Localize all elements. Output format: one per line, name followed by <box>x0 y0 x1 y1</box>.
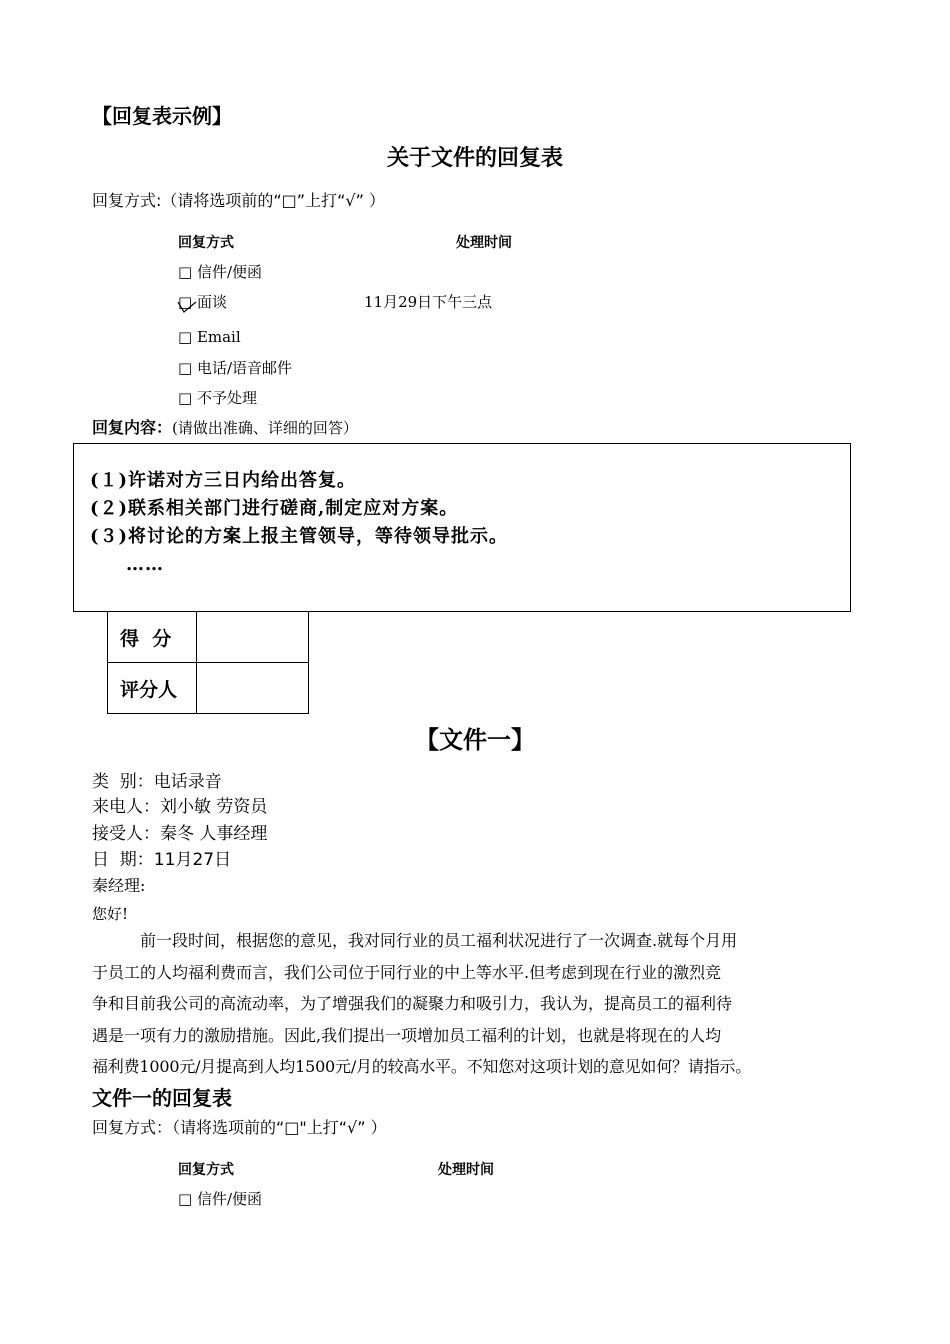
option-interview[interactable]: □ 面谈 <box>178 293 227 311</box>
body-line-5: 福利费1000元/月提高到人均1500元/月的较高水平。不知您对这项计划的意见如何？请指示。 <box>92 1057 752 1076</box>
checkmark-icon <box>177 292 197 314</box>
document-caller: 来电人：刘小敏 劳资员 <box>92 797 268 817</box>
reply-form-instruction: 回复方式：（请将选项前的“□"上打“√” ） <box>92 1118 387 1137</box>
example-title: 关于文件的回复表 <box>386 146 563 171</box>
content-line-3: (３)将讨论的方案上报主管领导，等待领导批示。 <box>90 526 509 547</box>
content-label: 回复内容： <box>92 418 173 437</box>
example-col-time: 处理时间 <box>456 235 512 251</box>
document-greeting: 您好! <box>92 905 129 923</box>
score-table <box>107 611 309 714</box>
example-instruction: 回复方式:（请将选项前的“□”上打“√” ） <box>92 191 385 210</box>
section-label: 【回复表示例】 <box>92 104 232 128</box>
body-line-1: 前一段时间，根据您的意见，我对同行业的员工福利状况进行了一次调查.就每个月用 <box>140 931 738 950</box>
reply-form-option-letter-memo[interactable]: □ 信件/便函 <box>178 1190 262 1208</box>
document-date: 日 期：11月27日 <box>92 850 232 870</box>
score-value-cell[interactable] <box>197 612 309 663</box>
content-hint: (请做出准确、详细的回答） <box>172 419 358 437</box>
document-title: 【文件一】 <box>415 726 535 754</box>
reply-form-col-method: 回复方式 <box>178 1162 234 1178</box>
content-label-row <box>92 415 358 438</box>
content-line-2: (２)联系相关部门进行磋商,制定应对方案。 <box>90 498 459 519</box>
option-interview-time: 11月29日下午三点 <box>364 293 493 311</box>
grader-value-cell[interactable] <box>197 663 309 714</box>
option-email[interactable]: □ Email <box>178 328 241 346</box>
option-letter-memo[interactable]: □ 信件/便函 <box>178 263 262 281</box>
reply-form-col-time: 处理时间 <box>438 1162 494 1178</box>
document-receiver: 接受人：秦冬 人事经理 <box>92 824 268 844</box>
reply-form-title: 文件一的回复表 <box>92 1086 232 1110</box>
document-salutation: 秦经理: <box>92 876 146 895</box>
score-label: 得 分 <box>108 612 197 663</box>
reply-content-box <box>73 443 851 612</box>
document-body <box>92 925 872 1083</box>
body-line-3: 争和目前我公司的高流动率，为了增强我们的凝聚力和吸引力，我认为，提高员工的福利待 <box>92 994 733 1013</box>
option-no-action[interactable]: □ 不予处理 <box>178 389 257 407</box>
content-line-1: (１)许诺对方三日内给出答复。 <box>90 470 357 491</box>
body-line-4: 遇是一项有力的激励措施。因此,我们提出一项增加员工福利的计划，也就是将现在的人均 <box>92 1025 722 1045</box>
document-category: 类 别：电话录音 <box>92 772 222 792</box>
grader-label: 评分人 <box>108 663 197 714</box>
option-phone-voicemail[interactable]: □ 电话/语音邮件 <box>178 359 292 377</box>
example-col-method: 回复方式 <box>178 235 234 251</box>
content-line-ellipsis: …… <box>126 554 164 575</box>
body-line-2: 于员工的人均福利费而言，我们公司位于同行业的中上等水平.但考虑到现在行业的激烈竞 <box>92 962 722 982</box>
